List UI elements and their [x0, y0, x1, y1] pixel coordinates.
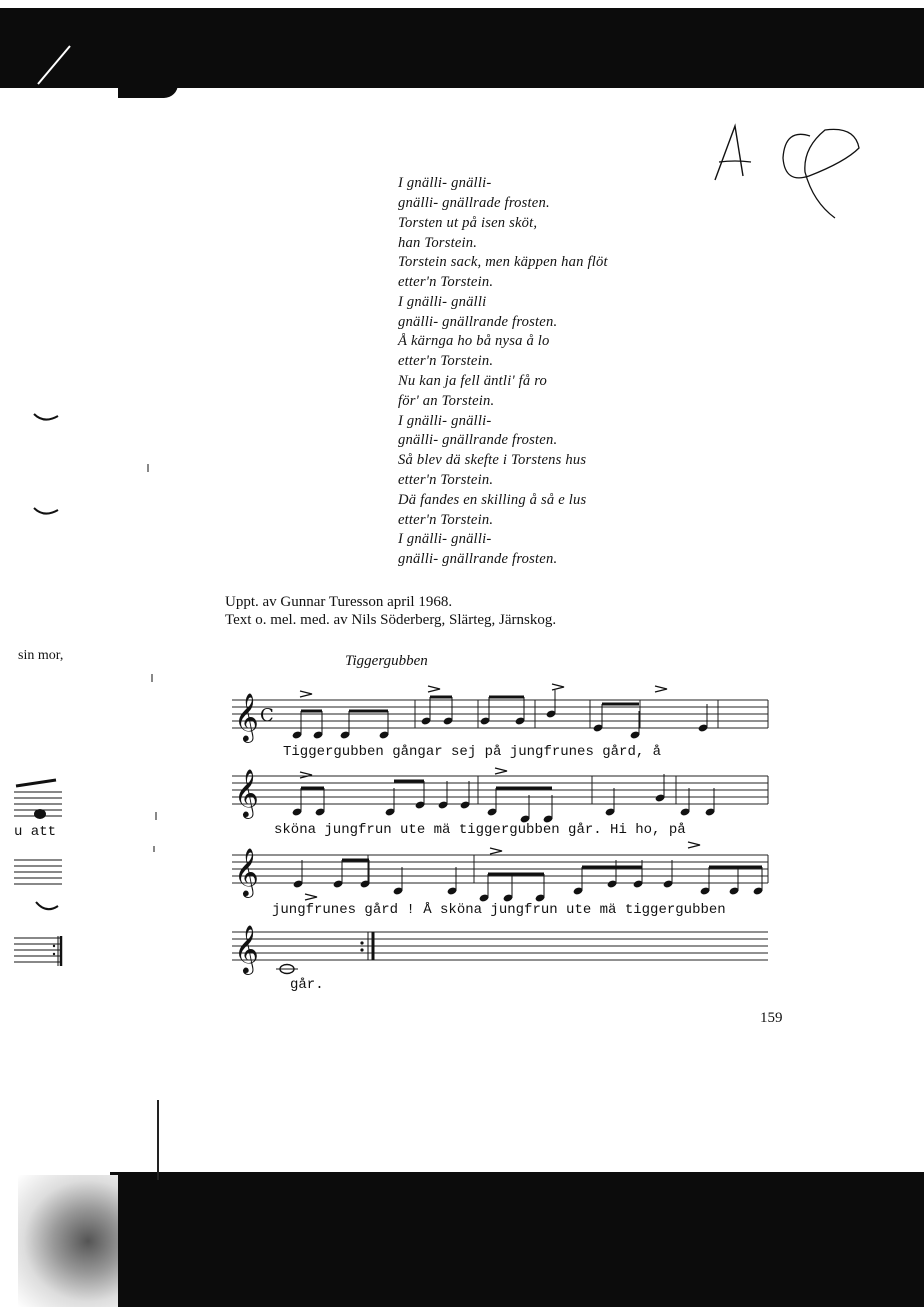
poem-line: Å kärnga ho bå nysa å lo — [398, 333, 550, 349]
treble-clef-icon: 𝄞 — [234, 768, 259, 817]
accent-mark-icon — [428, 686, 440, 692]
song-title: Tiggergubben — [345, 653, 428, 669]
treble-clef-icon: 𝄞 — [234, 847, 259, 896]
poem-line: etter'n Torstein. — [398, 472, 494, 488]
repeat-dot — [360, 948, 363, 951]
accent-mark-icon — [305, 894, 317, 900]
poem-line: gnälli- gnällrande frosten. — [398, 551, 558, 567]
accent-mark-icon — [655, 686, 667, 692]
poem-line: etter'n Torstein. — [398, 353, 494, 369]
poem-line: gnälli- gnällrande frosten. — [398, 314, 558, 330]
recording-credit: Uppt. av Gunnar Turesson april 1968. — [225, 594, 453, 610]
poem-line: för' an Torstein. — [398, 393, 495, 409]
poem-line: I gnälli- gnälli- — [398, 413, 492, 429]
poem-line: han Torstein. — [398, 235, 478, 251]
poem-line: etter'n Torstein. — [398, 274, 494, 290]
lyric-line: sköna jungfrun ute mä tiggergubben går. Hi ho, på — [274, 822, 686, 838]
poem-line: Så blev dä skefte i Torstens hus — [398, 452, 587, 468]
accent-mark-icon — [300, 691, 312, 697]
informant-credit: Text o. mel. med. av Nils Söderberg, Slärteg, Järnskog. — [225, 612, 557, 628]
accent-mark-icon — [495, 768, 507, 774]
poem-line: etter'n Torstein. — [398, 512, 494, 528]
treble-clef-icon: 𝄞 — [234, 692, 259, 741]
scan-shadow-blot — [18, 1175, 118, 1307]
lyric-line: Tiggergubben gångar sej på jungfrunes gård, å — [283, 744, 662, 760]
accent-mark-icon — [490, 848, 502, 854]
lyric-line: jungfrunes gård ! Å sköna jungfrun ute mä tiggergubben — [272, 902, 726, 918]
bottom-scan-border — [110, 1172, 924, 1307]
poem-line: Nu kan ja fell äntli' få ro — [398, 373, 548, 389]
page-gutter-line — [157, 1100, 159, 1180]
poem-line: Torsten ut på isen sköt, — [398, 215, 538, 231]
accent-mark-icon — [300, 772, 312, 778]
repeat-dot — [360, 941, 363, 944]
poem-line: I gnälli- gnälli- — [398, 175, 492, 191]
poem-line: I gnälli- gnälli- — [398, 531, 492, 547]
accent-mark-icon — [688, 842, 700, 848]
margin-text: sin mor, — [18, 648, 64, 663]
poem-line: gnälli- gnällrande frosten. — [398, 432, 558, 448]
page-number: 159 — [760, 1010, 783, 1026]
lyric-line: går. — [290, 977, 324, 993]
poem-line: Torstein sack, men käppen han flöt — [398, 254, 608, 270]
treble-clef-icon: 𝄞 — [234, 924, 259, 973]
common-time-icon: C — [260, 705, 274, 726]
poem-line: Dä fandes en skilling å så e lus — [398, 492, 587, 508]
poem-line: I gnälli- gnälli — [398, 294, 487, 310]
poem-line: gnälli- gnällrade frosten. — [398, 195, 550, 211]
margin-lyric-fragment: u att — [14, 824, 57, 840]
accent-mark-icon — [552, 684, 564, 690]
